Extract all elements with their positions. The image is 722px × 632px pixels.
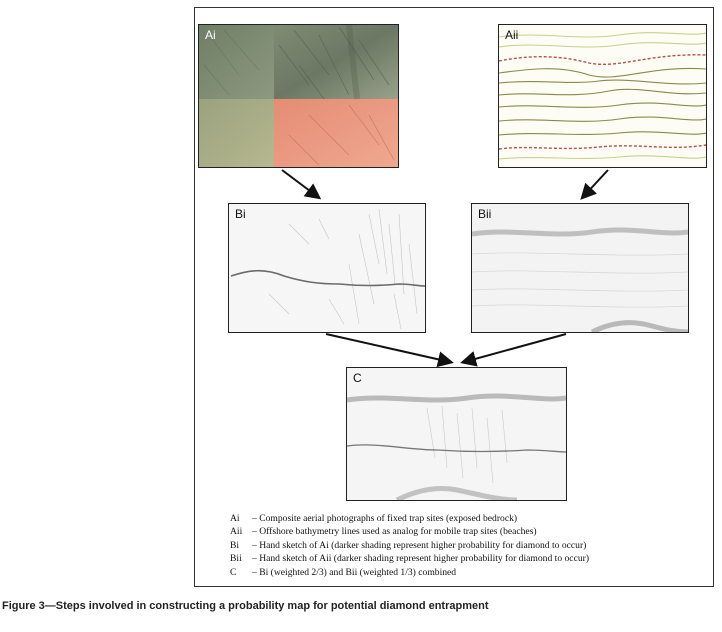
arrow-bii-to-c [464,334,566,362]
panel-aii-label: Aii [505,28,519,42]
legend-item-c: C – Bi (weighted 2/3) and Bii (weighted 1/3) combined [230,566,457,578]
legend-item-bi: Bi – Hand sketch of Ai (darker shading represent higher probability for diamond to occur) [230,539,587,551]
arrow-bi-to-c [326,334,450,362]
panel-ai-label: Ai [205,28,216,42]
panel-bii-label: Bii [478,207,492,221]
panel-bi-label: Bi [235,207,246,221]
legend [230,512,700,579]
legend-item-aii: Aii – Offshore bathymetry lines used as analog for mobile trap sites (beaches) [230,526,537,538]
arrow-aii-to-bii [583,170,608,197]
figure-caption: Figure 3—Steps involved in constructing a probability map for potential diamond entrapment [2,600,489,612]
arrow-ai-to-bi [282,170,318,197]
legend-item-ai: Ai – Composite aerial photographs of fixed trap sites (exposed bedrock) [230,513,518,524]
panel-c-label: C [353,371,362,385]
legend-item-bii: Bii – Hand sketch of Aii (darker shading represent higher probability for diamond to occur) [230,553,590,565]
